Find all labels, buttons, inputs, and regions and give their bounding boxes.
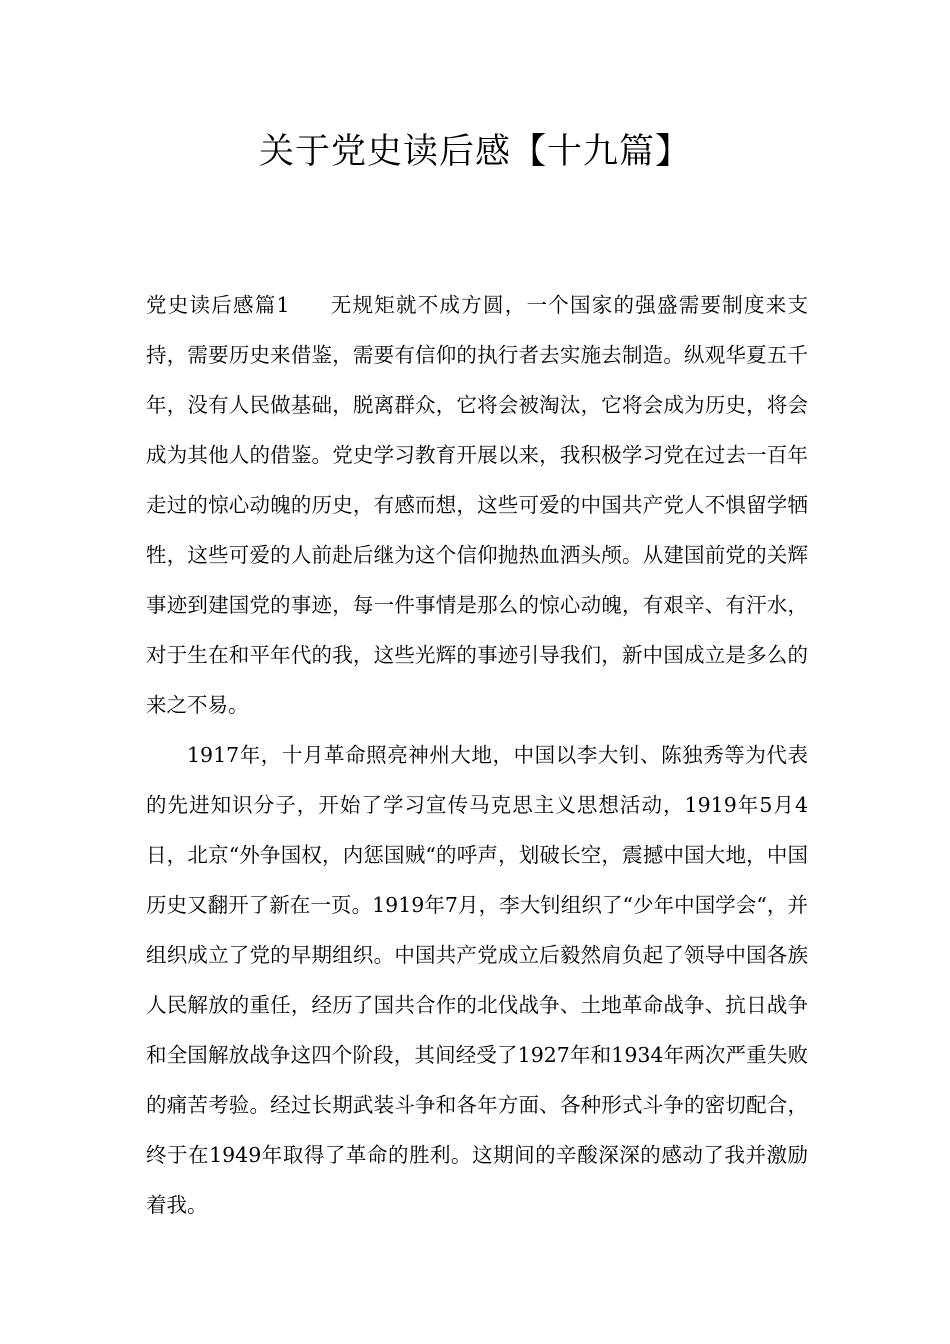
section-heading: 党史读后感篇1 — [146, 293, 290, 317]
paragraph-1 — [146, 280, 808, 730]
document-title: 关于党史读后感【十九篇】 — [258, 132, 691, 172]
document-body — [146, 280, 808, 1230]
paragraph-2: 1917年，十月革命照亮神州大地，中国以李大钊、陈独秀等为代表的先进知识分子，开始了学习宣传马克思主义思想活动，1919年5月4日，北京“外争国权，内惩国贼“的呼声，划破长空，震撼中国大地，中国历史又翻开了新在一页。1919年7月，李大钊组织了“少年中国学会“，并组织成立了党的早期组织。中国共产党成立后毅然肩负起了领导中国各族人民解放的重任，经历了国共合作的北伐战争、土地革命战争、抗日战争和全国解放战争这四个阶段，其间经受了1927年和1934年两次严重失败的痛苦考验。经过长期武装斗争和各年方面、各种形式斗争的密切配合，终于在1949年取得了革命的胜利。这期间的辛酸深深的感动了我并激励着我。 — [146, 743, 808, 1217]
paragraph-1-text: 无规矩就不成方圆，一个国家的强盛需要制度来支持，需要历史来借鉴，需要有信仰的执行者去实施去制造。纵观华夏五千年，没有人民做基础，脱离群众，它将会被淘汰，它将会成为历史，将会成为其他人的借鉴。党史学习教育开展以来，我积极学习党在过去一百年走过的惊心动魄的历史，有感而想，这些可爱的中国共产党人不惧留学牺牲，这些可爱的人前赴后继为这个信仰抛热血洒头颅。从建国前党的关辉事迹到建国党的事迹，每一件事情是那么的惊心动魄，有艰辛、有汗水，对于生在和平年代的我，这些光辉的事迹引导我们，新中国成立是多么的来之不易。 — [146, 293, 809, 717]
